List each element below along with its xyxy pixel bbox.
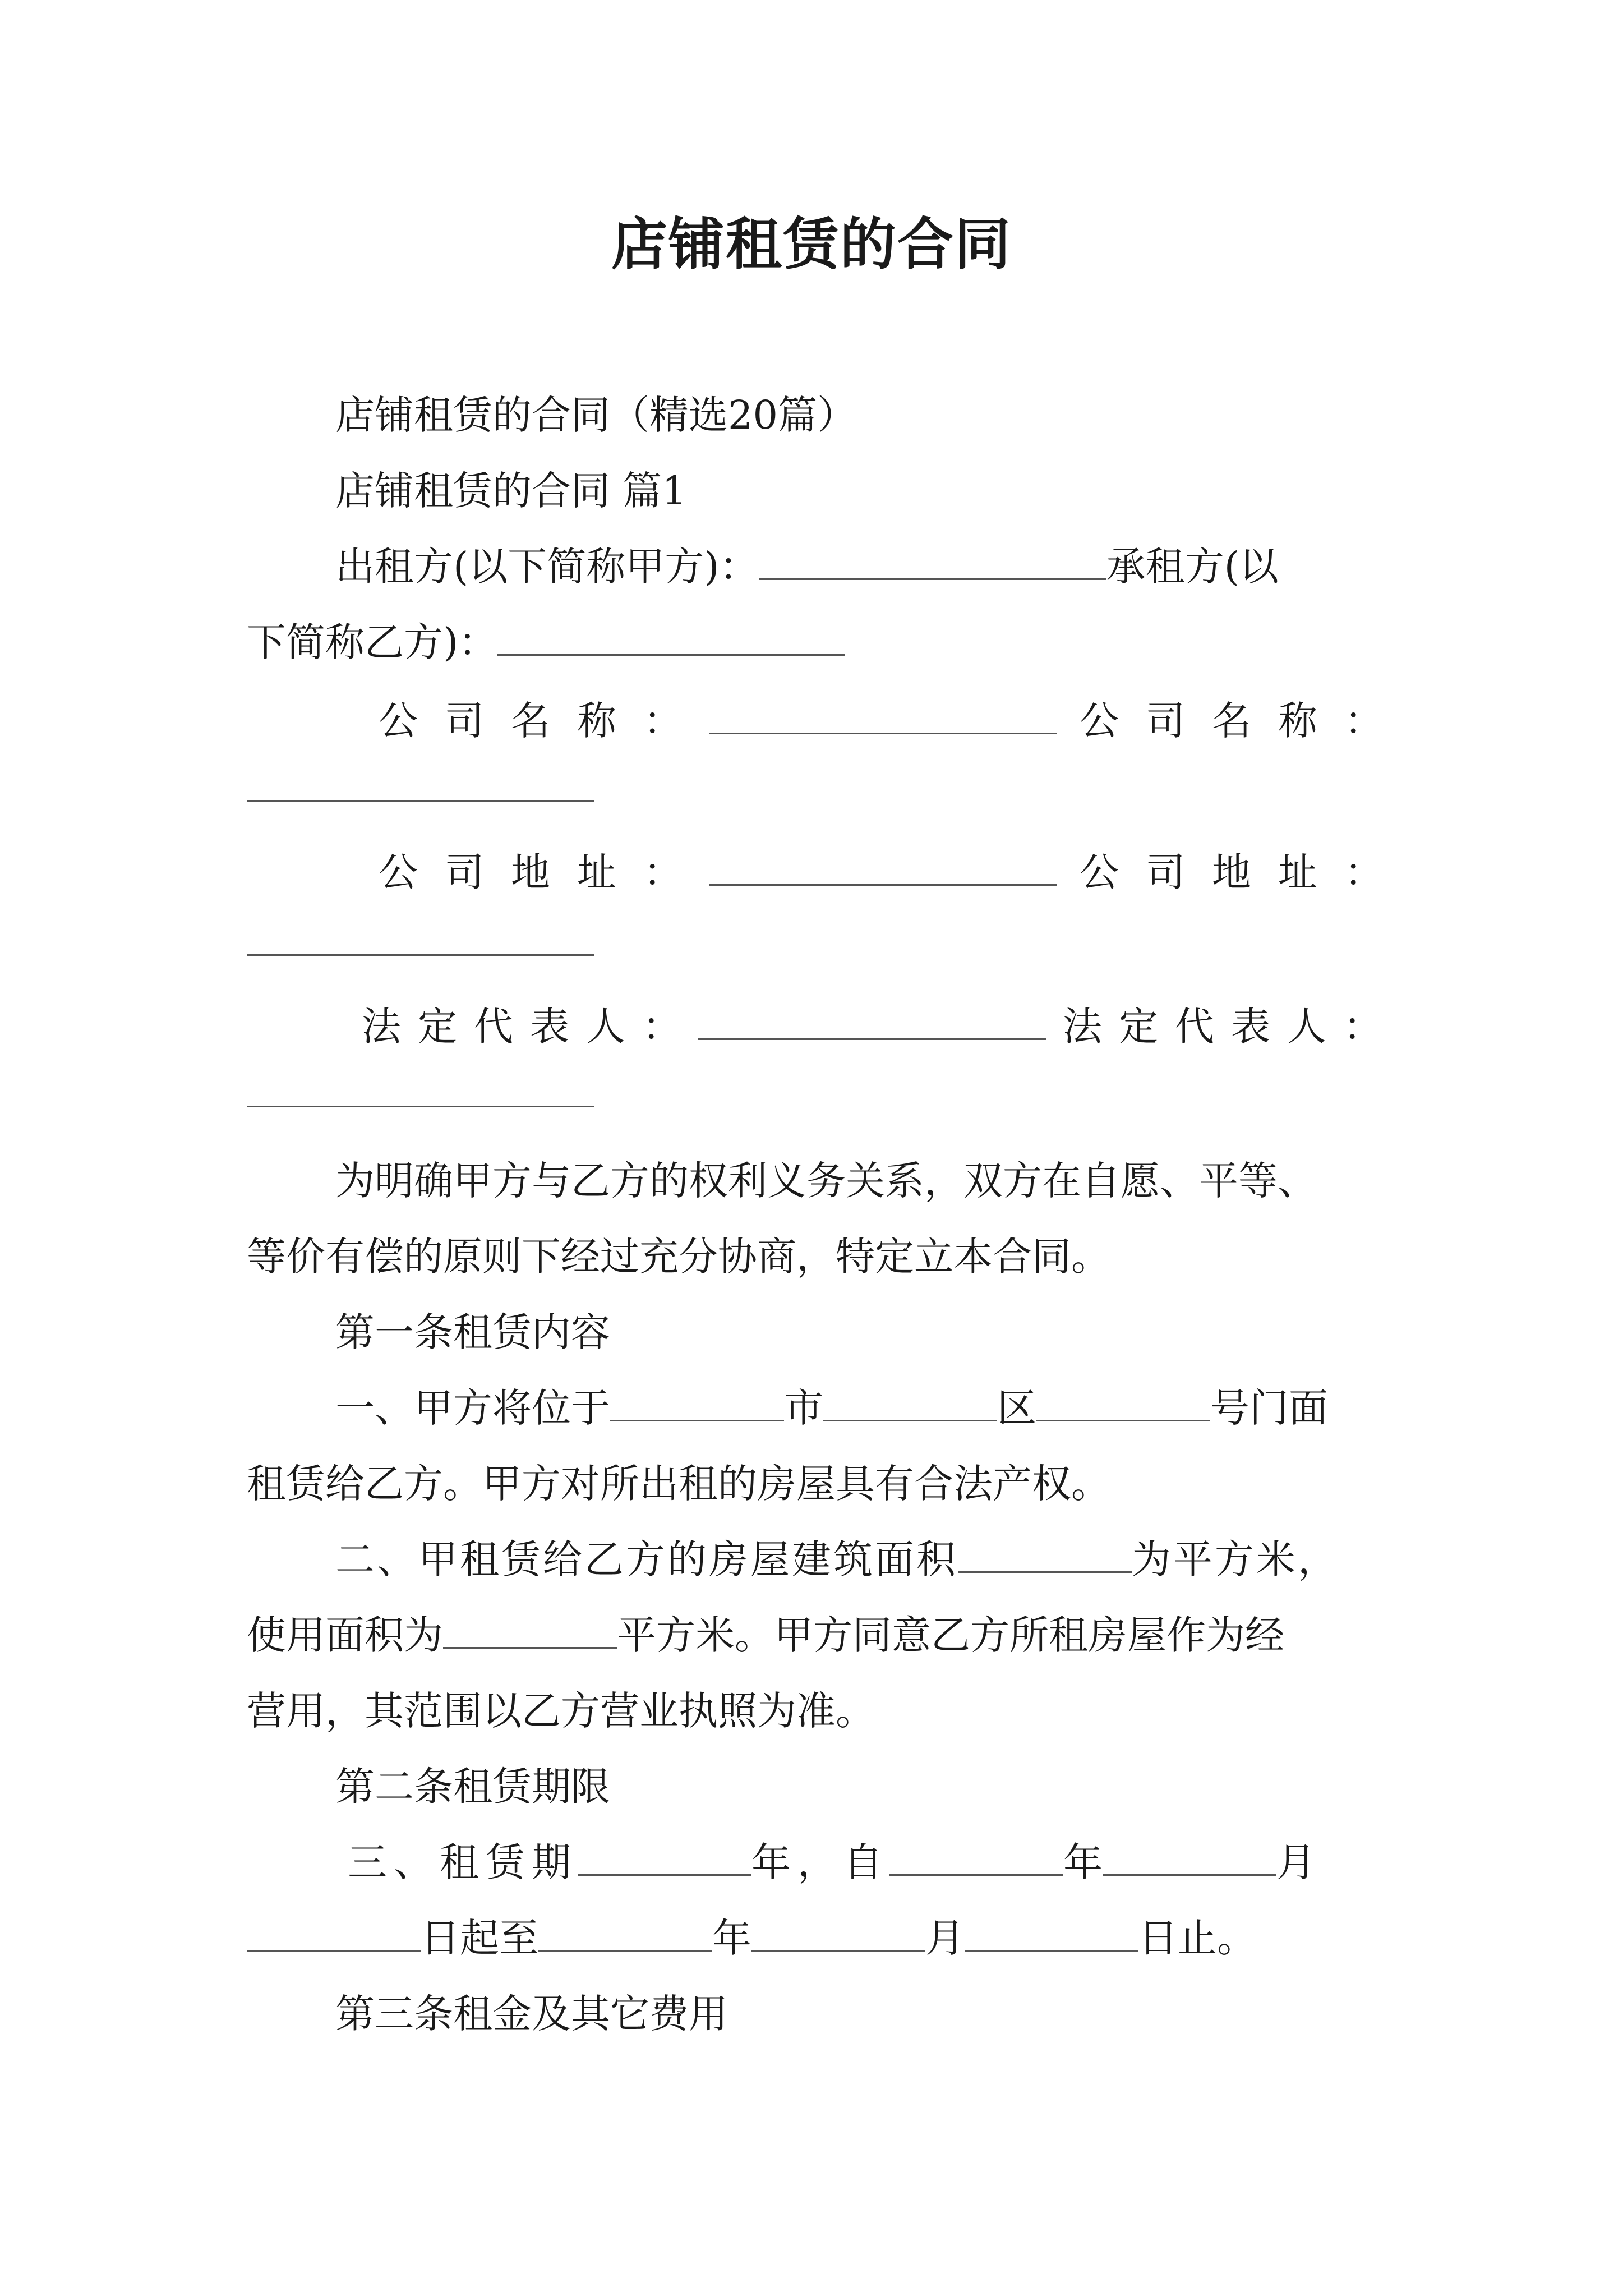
item2-text-c: 使用面积为	[247, 1612, 443, 1658]
company-name-blank-a[interactable]	[709, 699, 1057, 734]
article2-item3-line2	[247, 1913, 1256, 1963]
item1-text-b: 市	[784, 1385, 823, 1431]
item3-text-f: 年	[712, 1915, 751, 1961]
item3-text-b: 年，自	[751, 1839, 889, 1885]
legal-rep-row	[362, 1001, 1399, 1052]
city-blank[interactable]	[610, 1386, 784, 1421]
legal-rep-label-b: 法定代表人：	[1063, 1004, 1399, 1050]
start-day-blank[interactable]	[247, 1916, 421, 1952]
article1-item1	[335, 1383, 1328, 1433]
document-title: 店铺租赁的合同	[611, 211, 1012, 277]
company-address-blank-a[interactable]	[709, 850, 1057, 886]
lessor-label: 出租方(以下简称甲方)：	[335, 544, 759, 590]
number-blank[interactable]	[1036, 1386, 1210, 1421]
article1-item2-line3: 营用，其范围以乙方营业执照为准。	[247, 1688, 875, 1734]
parties-line-2	[247, 617, 845, 668]
company-address-label-b: 公司地址：	[1080, 849, 1410, 895]
item3-text-d: 月	[1276, 1839, 1316, 1885]
company-name-blank-b[interactable]	[247, 766, 594, 802]
legal-rep-row-2	[247, 1069, 594, 1119]
article2-item3	[348, 1837, 1316, 1888]
item1-text-d: 号门面	[1210, 1385, 1328, 1431]
district-blank[interactable]	[823, 1386, 997, 1421]
item3-text-a: 三、租赁期	[348, 1839, 578, 1885]
article2-heading: 第二条租赁期限	[335, 1764, 610, 1810]
article1-item1-line2: 租赁给乙方。甲方对所出租的房屋具有合法产权。	[247, 1461, 1110, 1507]
start-month-blank[interactable]	[1103, 1841, 1276, 1876]
item3-text-h: 日止。	[1138, 1915, 1256, 1961]
company-address-row-2	[247, 917, 594, 968]
building-area-blank[interactable]	[958, 1538, 1132, 1573]
parties-line-1	[335, 541, 1279, 592]
company-address-row	[379, 847, 1410, 898]
article1-heading: 第一条租赁内容	[335, 1309, 610, 1355]
end-day-blank[interactable]	[965, 1916, 1138, 1952]
term-years-blank[interactable]	[578, 1841, 751, 1876]
company-name-row-2	[247, 763, 594, 813]
end-month-blank[interactable]	[751, 1916, 925, 1952]
article1-item2-line2	[247, 1610, 1284, 1660]
company-address-label-a: 公司地址：	[379, 849, 709, 895]
company-address-blank-b[interactable]	[247, 921, 594, 956]
lessor-blank[interactable]	[759, 545, 1106, 580]
start-year-blank[interactable]	[889, 1841, 1063, 1876]
item2-text-b: 为平方米，	[1132, 1536, 1339, 1582]
item3-text-g: 月	[925, 1915, 965, 1961]
lessee-label: 承租方(以	[1106, 544, 1279, 590]
usable-area-blank[interactable]	[443, 1613, 617, 1649]
intro-line-2: 等价有偿的原则下经过充分协商，特定立本合同。	[247, 1234, 1110, 1280]
company-name-row	[379, 696, 1410, 746]
article1-item2	[335, 1534, 1339, 1585]
item2-text-a: 二、甲租赁给乙方的房屋建筑面积	[335, 1536, 958, 1582]
item2-text-d: 平方米。甲方同意乙方所租房屋作为经	[617, 1612, 1284, 1658]
intro-line-1: 为明确甲方与乙方的权利义务关系，双方在自愿、平等、	[335, 1158, 1317, 1204]
item1-text-a: 一、甲方将位于	[335, 1385, 610, 1431]
legal-rep-blank-a[interactable]	[698, 1005, 1046, 1040]
legal-rep-blank-b[interactable]	[247, 1072, 594, 1107]
lessee-label-cont: 下简称乙方)：	[247, 619, 498, 665]
lessee-blank[interactable]	[497, 620, 845, 656]
end-year-blank[interactable]	[538, 1916, 712, 1952]
company-name-label-a: 公司名称：	[379, 698, 709, 744]
item1-text-c: 区	[997, 1385, 1036, 1431]
article3-heading: 第三条租金及其它费用	[335, 1991, 728, 2037]
company-name-label-b: 公司名称：	[1080, 698, 1410, 744]
item3-text-c: 年	[1063, 1839, 1103, 1885]
item3-text-e: 日起至	[421, 1915, 538, 1961]
subtitle: 店铺租赁的合同（精选20篇）	[335, 392, 857, 438]
section-heading: 店铺租赁的合同 篇1	[335, 468, 687, 514]
legal-rep-label-a: 法定代表人：	[362, 1004, 698, 1050]
